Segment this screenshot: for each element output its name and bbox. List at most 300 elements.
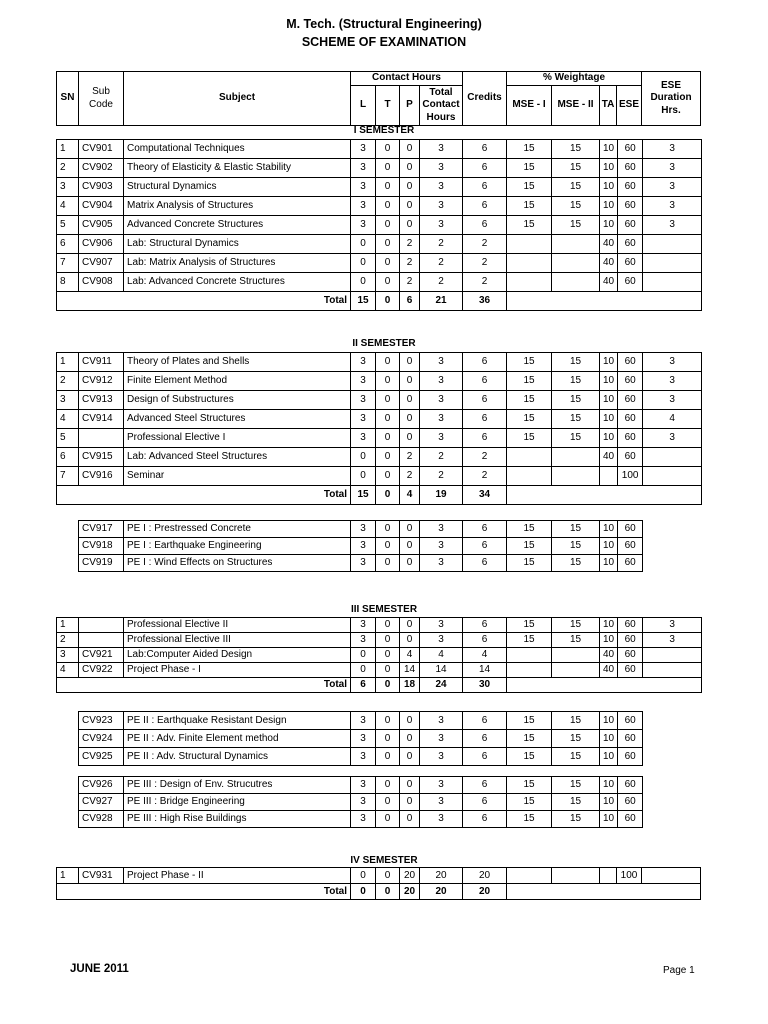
header-sub-code: Sub Code: [79, 72, 124, 126]
cell-mse2: 15: [552, 429, 600, 448]
header-table: [56, 71, 701, 126]
cell-mse2: 15: [552, 538, 600, 555]
cell-sub-code: CV918: [79, 538, 124, 555]
cell-sub-code: CV925: [79, 748, 124, 766]
cell-total-contact-hours: 3: [420, 372, 463, 391]
cell-l: 3: [351, 538, 376, 555]
cell-total-contact-hours: 3: [420, 521, 463, 538]
total-total-contact-hours: 21: [420, 292, 463, 311]
cell-total-contact-hours: 14: [420, 663, 463, 678]
cell-t: 0: [376, 777, 400, 794]
cell-p: 0: [400, 197, 420, 216]
cell-ese-duration: 3: [643, 140, 702, 159]
cell-subject: Professional Elective III: [124, 633, 351, 648]
cell-ese: 60: [618, 448, 643, 467]
cell-subject: Structural Dynamics: [124, 178, 351, 197]
cell-p: 0: [400, 811, 420, 828]
cell-ta: [600, 467, 618, 486]
cell-p: 0: [400, 748, 420, 766]
table-row: [57, 868, 701, 884]
cell-ese-duration: 3: [643, 178, 702, 197]
cell-p: 0: [400, 140, 420, 159]
cell-ta: 40: [600, 273, 618, 292]
header-p: P: [400, 86, 420, 126]
cell-ese: 60: [618, 618, 643, 633]
cell-sub-code: CV901: [79, 140, 124, 159]
total-l: 6: [351, 678, 376, 693]
table-row: [57, 410, 702, 429]
cell-t: 0: [376, 467, 400, 486]
cell-ta: 40: [600, 663, 618, 678]
cell-ta: 10: [600, 555, 618, 572]
cell-l: 3: [351, 794, 376, 811]
cell-ese: 60: [618, 216, 643, 235]
total-row: [57, 884, 701, 900]
table-row: [79, 538, 643, 555]
total-p: 20: [400, 884, 420, 900]
document-subtitle: SCHEME OF EXAMINATION: [301, 35, 467, 49]
total-weightage-blank: [507, 884, 701, 900]
cell-ese: 60: [618, 663, 643, 678]
cell-p: 0: [400, 178, 420, 197]
cell-total-contact-hours: 4: [420, 648, 463, 663]
cell-subject: Lab: Matrix Analysis of Structures: [124, 254, 351, 273]
cell-l: 3: [351, 216, 376, 235]
table-row: [57, 235, 702, 254]
cell-sn: 4: [57, 663, 79, 678]
table-row: [57, 372, 702, 391]
cell-ese: 60: [618, 159, 643, 178]
cell-ese: 60: [618, 794, 643, 811]
cell-credits: 6: [463, 353, 507, 372]
table-row: [57, 353, 702, 372]
cell-ese: 60: [618, 648, 643, 663]
cell-l: 3: [351, 178, 376, 197]
cell-p: 0: [400, 794, 420, 811]
cell-credits: 2: [463, 448, 507, 467]
table-row: [79, 712, 643, 730]
total-credits: 36: [463, 292, 507, 311]
table-row: [79, 555, 643, 572]
cell-ta: 10: [600, 178, 618, 197]
cell-subject: PE I : Earthquake Engineering: [124, 538, 351, 555]
cell-subject: PE III : Bridge Engineering: [124, 794, 351, 811]
cell-subject: PE I : Wind Effects on Structures: [124, 555, 351, 572]
table-row: [57, 178, 702, 197]
cell-mse1: 15: [507, 159, 552, 178]
header-sn: SN: [57, 72, 79, 126]
cell-mse1: 15: [507, 391, 552, 410]
cell-ese-duration: [643, 467, 702, 486]
cell-mse1: 15: [507, 429, 552, 448]
cell-t: 0: [376, 197, 400, 216]
cell-sn: 5: [57, 429, 79, 448]
cell-sn: 6: [57, 448, 79, 467]
cell-subject: Advanced Steel Structures: [124, 410, 351, 429]
header-subject: Subject: [124, 72, 351, 126]
cell-ta: 10: [600, 811, 618, 828]
cell-mse1: 15: [507, 748, 552, 766]
cell-ese: 60: [618, 235, 643, 254]
cell-credits: 6: [463, 159, 507, 178]
cell-ese-duration: [643, 648, 702, 663]
cell-l: 3: [351, 555, 376, 572]
cell-mse1: 15: [507, 197, 552, 216]
cell-mse2: 15: [552, 216, 600, 235]
table-row: [79, 811, 643, 828]
cell-sub-code: CV906: [79, 235, 124, 254]
document-title: M. Tech. (Structural Engineering): [286, 17, 482, 31]
cell-ese: 60: [618, 730, 643, 748]
cell-l: 3: [351, 353, 376, 372]
cell-l: 3: [351, 429, 376, 448]
cell-t: 0: [376, 254, 400, 273]
cell-credits: 6: [463, 794, 507, 811]
cell-sub-code: CV912: [79, 372, 124, 391]
semester-1-label: I SEMESTER: [353, 125, 415, 136]
cell-total-contact-hours: 3: [420, 633, 463, 648]
cell-ese: 60: [618, 410, 643, 429]
cell-t: 0: [376, 410, 400, 429]
table-row: [57, 391, 702, 410]
cell-mse2: 15: [552, 197, 600, 216]
cell-ese: 60: [618, 633, 643, 648]
total-row: [57, 486, 702, 505]
cell-sub-code: CV919: [79, 555, 124, 572]
cell-credits: 6: [463, 555, 507, 572]
cell-ta: 40: [600, 254, 618, 273]
cell-ta: 40: [600, 448, 618, 467]
cell-sn: 8: [57, 273, 79, 292]
cell-p: 0: [400, 353, 420, 372]
cell-total-contact-hours: 3: [420, 618, 463, 633]
table-row: [57, 467, 702, 486]
cell-ta: 10: [600, 410, 618, 429]
cell-p: 0: [400, 410, 420, 429]
cell-subject: Theory of Elasticity & Elastic Stability: [124, 159, 351, 178]
cell-sn: 6: [57, 235, 79, 254]
cell-ese: 60: [618, 273, 643, 292]
cell-ese-duration: 3: [643, 429, 702, 448]
cell-ese: 100: [617, 868, 642, 884]
cell-sn: 1: [57, 140, 79, 159]
cell-l: 3: [351, 159, 376, 178]
cell-total-contact-hours: 2: [420, 467, 463, 486]
cell-credits: 6: [463, 372, 507, 391]
cell-credits: 6: [463, 748, 507, 766]
total-total-contact-hours: 24: [420, 678, 463, 693]
cell-ese: 60: [618, 811, 643, 828]
cell-ese-duration: 3: [643, 353, 702, 372]
total-total-contact-hours: 20: [420, 884, 463, 900]
table-row: [57, 273, 702, 292]
cell-total-contact-hours: 3: [420, 777, 463, 794]
semester-table: [56, 867, 701, 900]
header-total-contact-hours: Total Contact Hours: [420, 86, 463, 126]
cell-l: 0: [351, 273, 376, 292]
cell-mse1: 15: [507, 811, 552, 828]
cell-ese: 60: [618, 521, 643, 538]
cell-t: 0: [376, 748, 400, 766]
total-l: 15: [351, 292, 376, 311]
table-row: [57, 663, 702, 678]
cell-sn: 1: [57, 618, 79, 633]
table-row: [57, 648, 702, 663]
cell-sn: 3: [57, 178, 79, 197]
cell-mse2: [552, 254, 600, 273]
cell-credits: 20: [463, 868, 507, 884]
cell-mse2: [552, 273, 600, 292]
cell-ese: 60: [618, 538, 643, 555]
cell-credits: 6: [463, 216, 507, 235]
cell-p: 20: [400, 868, 420, 884]
cell-sub-code: CV923: [79, 712, 124, 730]
header-l: L: [351, 86, 376, 126]
cell-total-contact-hours: 3: [420, 197, 463, 216]
cell-total-contact-hours: 3: [420, 216, 463, 235]
cell-p: 0: [400, 777, 420, 794]
table-row: [57, 448, 702, 467]
semester-table: [56, 352, 702, 505]
cell-sub-code: CV922: [79, 663, 124, 678]
cell-mse1: 15: [507, 712, 552, 730]
cell-sn: 1: [57, 868, 79, 884]
header-weightage: % Weightage: [507, 72, 642, 86]
cell-t: 0: [376, 648, 400, 663]
cell-t: 0: [376, 521, 400, 538]
cell-mse1: 15: [507, 618, 552, 633]
cell-mse1: [507, 235, 552, 254]
cell-ese: 60: [618, 777, 643, 794]
cell-p: 0: [400, 159, 420, 178]
table-row: [57, 618, 702, 633]
footer-date: JUNE 2011: [70, 963, 129, 975]
total-credits: 20: [463, 884, 507, 900]
table-row: [57, 159, 702, 178]
total-weightage-blank: [507, 678, 702, 693]
cell-l: 3: [351, 618, 376, 633]
total-weightage-blank: [507, 292, 702, 311]
cell-l: 0: [351, 648, 376, 663]
cell-credits: 6: [463, 618, 507, 633]
cell-ta: 10: [600, 730, 618, 748]
cell-mse1: 15: [507, 777, 552, 794]
cell-sn: 4: [57, 410, 79, 429]
cell-t: 0: [376, 555, 400, 572]
cell-mse2: [552, 648, 600, 663]
cell-l: 3: [351, 730, 376, 748]
cell-t: 0: [376, 663, 400, 678]
cell-ta: [600, 868, 617, 884]
cell-t: 0: [376, 448, 400, 467]
cell-credits: 6: [463, 811, 507, 828]
cell-total-contact-hours: 3: [420, 748, 463, 766]
cell-l: 3: [351, 712, 376, 730]
cell-mse1: [507, 448, 552, 467]
cell-subject: PE II : Earthquake Resistant Design: [124, 712, 351, 730]
cell-total-contact-hours: 3: [420, 794, 463, 811]
total-label: Total: [57, 292, 351, 311]
total-p: 18: [400, 678, 420, 693]
cell-t: 0: [376, 216, 400, 235]
cell-total-contact-hours: 3: [420, 391, 463, 410]
cell-p: 0: [400, 216, 420, 235]
cell-mse2: 15: [552, 633, 600, 648]
cell-sub-code: [79, 618, 124, 633]
table-row: [57, 140, 702, 159]
cell-ese: 60: [618, 555, 643, 572]
cell-t: 0: [376, 353, 400, 372]
footer-page-number: Page 1: [663, 965, 695, 976]
cell-ta: 10: [600, 538, 618, 555]
cell-mse2: 15: [552, 159, 600, 178]
cell-subject: Lab: Structural Dynamics: [124, 235, 351, 254]
cell-mse2: 15: [552, 555, 600, 572]
cell-sn: 7: [57, 254, 79, 273]
cell-subject: PE I : Prestressed Concrete: [124, 521, 351, 538]
cell-credits: 2: [463, 467, 507, 486]
cell-ta: 10: [600, 748, 618, 766]
cell-mse2: 15: [552, 712, 600, 730]
cell-sub-code: [79, 429, 124, 448]
cell-subject: PE II : Adv. Finite Element method: [124, 730, 351, 748]
cell-mse1: 15: [507, 538, 552, 555]
cell-ese-duration: 3: [643, 159, 702, 178]
cell-p: 0: [400, 730, 420, 748]
cell-mse1: 15: [507, 216, 552, 235]
cell-mse2: [552, 235, 600, 254]
cell-ese-duration: 3: [643, 372, 702, 391]
cell-l: 0: [351, 663, 376, 678]
cell-ese: 60: [618, 353, 643, 372]
cell-subject: Lab:Computer Aided Design: [124, 648, 351, 663]
cell-sn: 2: [57, 372, 79, 391]
cell-total-contact-hours: 2: [420, 448, 463, 467]
cell-ese-duration: [643, 254, 702, 273]
semester-2-label: II SEMESTER: [352, 338, 416, 349]
cell-subject: PE III : High Rise Buildings: [124, 811, 351, 828]
cell-p: 2: [400, 235, 420, 254]
cell-ta: 10: [600, 429, 618, 448]
cell-total-contact-hours: 3: [420, 178, 463, 197]
cell-ta: 10: [600, 521, 618, 538]
cell-subject: PE III : Design of Env. Strucutres: [124, 777, 351, 794]
cell-mse2: 15: [552, 391, 600, 410]
cell-mse1: 15: [507, 140, 552, 159]
table-row: [79, 521, 643, 538]
table-row: [57, 216, 702, 235]
header-ese: ESE: [617, 86, 642, 126]
cell-sn: 4: [57, 197, 79, 216]
cell-sub-code: CV931: [79, 868, 124, 884]
cell-ta: 10: [600, 618, 618, 633]
cell-sn: 7: [57, 467, 79, 486]
cell-p: 0: [400, 391, 420, 410]
header-contact-hours: Contact Hours: [351, 72, 463, 86]
cell-total-contact-hours: 3: [420, 555, 463, 572]
cell-total-contact-hours: 3: [420, 429, 463, 448]
table-row: [79, 730, 643, 748]
cell-credits: 6: [463, 429, 507, 448]
total-t: 0: [376, 884, 400, 900]
cell-t: 0: [376, 868, 400, 884]
total-p: 4: [400, 486, 420, 505]
cell-sn: 5: [57, 216, 79, 235]
cell-sub-code: CV916: [79, 467, 124, 486]
cell-total-contact-hours: 3: [420, 410, 463, 429]
cell-mse1: [507, 868, 552, 884]
cell-l: 0: [351, 254, 376, 273]
semester-4-label: IV SEMESTER: [350, 855, 418, 866]
cell-t: 0: [376, 273, 400, 292]
cell-p: 0: [400, 633, 420, 648]
header-ese-duration: ESE Duration Hrs.: [642, 72, 701, 126]
cell-sn: 2: [57, 633, 79, 648]
total-t: 0: [376, 292, 400, 311]
cell-subject: Design of Substructures: [124, 391, 351, 410]
cell-subject: Project Phase - II: [124, 868, 351, 884]
cell-subject: Seminar: [124, 467, 351, 486]
cell-l: 0: [351, 448, 376, 467]
cell-l: 3: [351, 777, 376, 794]
cell-ta: 10: [600, 197, 618, 216]
cell-ese: 60: [618, 712, 643, 730]
cell-t: 0: [376, 159, 400, 178]
elective-table: [78, 520, 643, 572]
cell-p: 14: [400, 663, 420, 678]
cell-sn: 1: [57, 353, 79, 372]
cell-ese: 60: [618, 254, 643, 273]
cell-ta: 10: [600, 633, 618, 648]
cell-subject: Matrix Analysis of Structures: [124, 197, 351, 216]
cell-ese: 60: [618, 391, 643, 410]
cell-ese-duration: [642, 868, 701, 884]
cell-ta: 10: [600, 159, 618, 178]
cell-t: 0: [376, 811, 400, 828]
cell-subject: Theory of Plates and Shells: [124, 353, 351, 372]
cell-credits: 6: [463, 140, 507, 159]
cell-mse1: 15: [507, 794, 552, 811]
cell-mse1: 15: [507, 730, 552, 748]
cell-mse2: 15: [552, 777, 600, 794]
cell-mse1: [507, 663, 552, 678]
cell-sn: 2: [57, 159, 79, 178]
cell-sub-code: CV908: [79, 273, 124, 292]
cell-l: 0: [351, 467, 376, 486]
cell-subject: Computational Techniques: [124, 140, 351, 159]
cell-mse2: 15: [552, 178, 600, 197]
cell-t: 0: [376, 633, 400, 648]
cell-l: 3: [351, 811, 376, 828]
cell-l: 3: [351, 372, 376, 391]
cell-subject: Finite Element Method: [124, 372, 351, 391]
cell-p: 2: [400, 254, 420, 273]
cell-mse2: 15: [552, 521, 600, 538]
total-total-contact-hours: 19: [420, 486, 463, 505]
cell-l: 0: [351, 235, 376, 254]
cell-mse2: [552, 467, 600, 486]
cell-ta: 10: [600, 391, 618, 410]
cell-subject: Lab: Advanced Concrete Structures: [124, 273, 351, 292]
cell-total-contact-hours: 3: [420, 730, 463, 748]
total-weightage-blank: [507, 486, 702, 505]
cell-mse2: 15: [552, 353, 600, 372]
cell-sub-code: CV914: [79, 410, 124, 429]
cell-t: 0: [376, 429, 400, 448]
cell-credits: 6: [463, 712, 507, 730]
cell-sub-code: CV924: [79, 730, 124, 748]
cell-t: 0: [376, 538, 400, 555]
